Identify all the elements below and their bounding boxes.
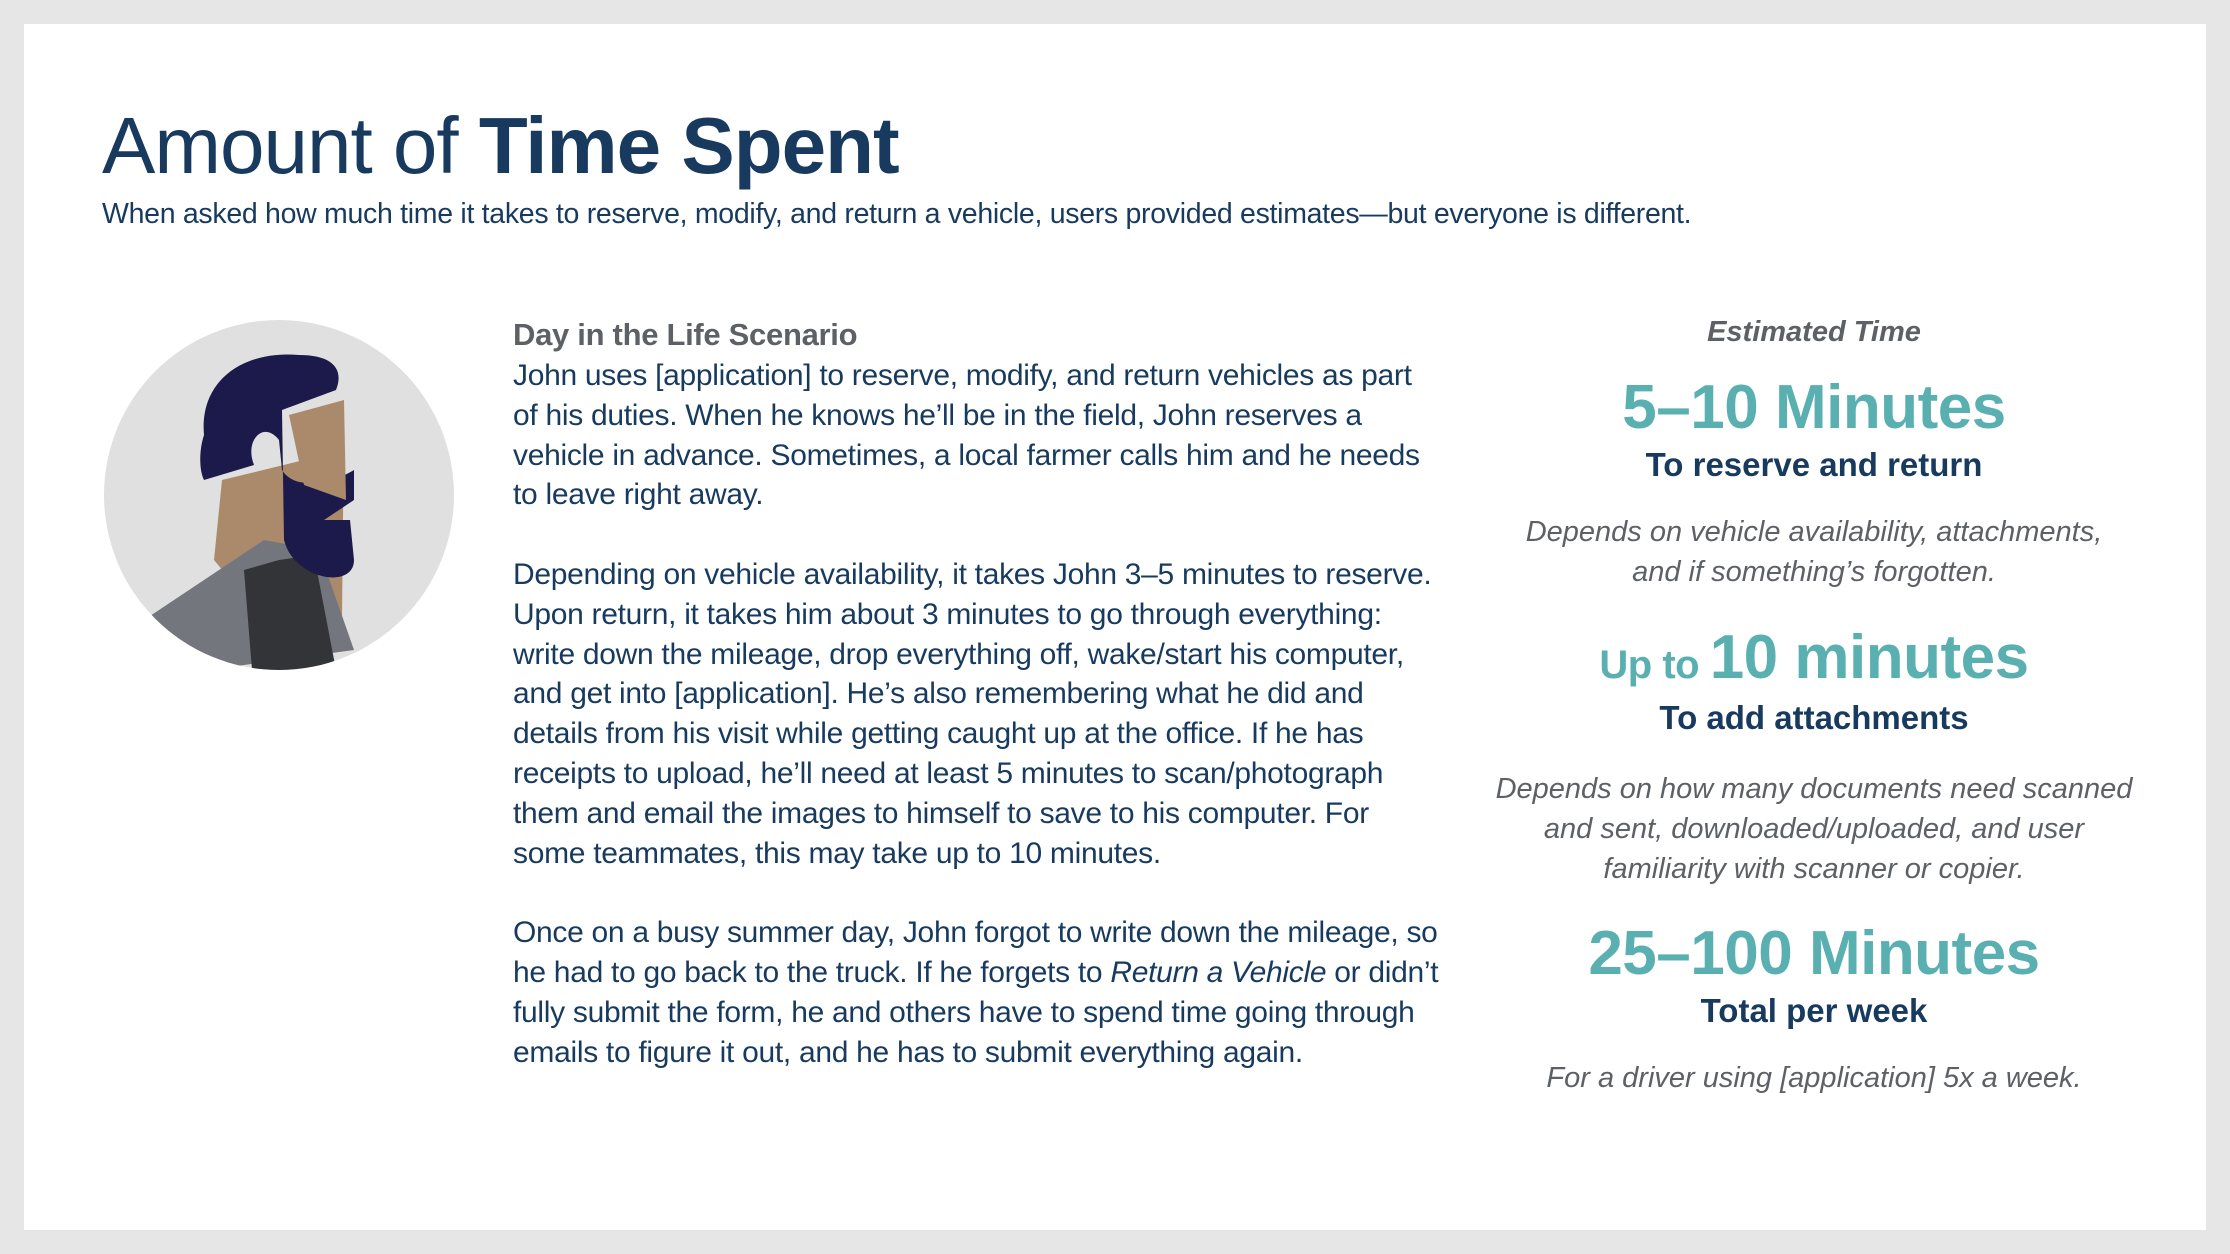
title-light: Amount of	[102, 101, 479, 190]
p3-emphasis: Return a Vehicle	[1110, 955, 1327, 989]
p3-text-b: or didn’t fully submit the form, he and others have to spend time going through emails to figure it out, and he has to submit everything again.	[513, 955, 1439, 1069]
persona-avatar-image	[104, 320, 454, 670]
estimate-1-value: 5–10 Minutes	[1622, 373, 2006, 442]
estimate-3-caption: Total per week	[1700, 992, 1928, 1029]
estimate-2-note: Depends on how many documents need scanned and sent, downloaded/uploaded, and user familiarity with scanner or copier.	[1495, 773, 2133, 885]
scenario-paragraph-3	[513, 913, 1443, 1072]
page-title	[102, 100, 899, 192]
estimate-2-caption: To add attachments	[1659, 699, 1969, 736]
estimate-2-number: 10 minutes	[1709, 623, 2029, 692]
scenario-heading: Day in the Life Scenario	[513, 317, 858, 352]
page-subtitle: When asked how much time it takes to reserve, modify, and return a vehicle, users provided estimates—but everyone is different.	[102, 198, 1692, 230]
title-bold: Time Spent	[478, 101, 899, 190]
p3-text-a: Once on a busy summer day, John forgot to write down the mileage, so he had to go back to the truck. If he forgets to	[513, 916, 1438, 989]
slide	[24, 24, 2206, 1230]
estimate-1-note: Depends on vehicle availability, attachments, and if something’s forgotten.	[1525, 516, 2103, 588]
estimate-1-caption: To reserve and return	[1645, 446, 1983, 483]
estimate-2-value	[1464, 622, 2164, 693]
scenario-paragraph-1: John uses [application] to reserve, modify, and return vehicles as part of his duties. When he knows he’ll be in the field, John reserves a vehicle in advance. Sometimes, a local farmer calls him and he needs to leave right away.	[513, 359, 1420, 512]
day-in-life-scenario	[513, 314, 1443, 1112]
estimate-2-prefix: Up to	[1599, 643, 1710, 687]
estimate-3-value: 25–100 Minutes	[1588, 919, 2040, 988]
estimate-3-note: For a driver using [application] 5x a week.	[1546, 1062, 2082, 1094]
scenario-paragraph-2: Depending on vehicle availability, it takes John 3–5 minutes to reserve. Upon return, it takes him about 3 minutes to go through everything: write down the mileage, drop everything off, wake/start his computer, and get into [application]. He’s also remembering what he did and details from his visit while getting caught up at the office. If he has receipts to upload, he’ll need at least 5 minutes to scan/photograph them and email the images to himself to save to his computer. For some teammates, this may take up to 10 minutes.	[513, 557, 1432, 870]
estimated-time-label: Estimated Time	[1707, 316, 1921, 348]
